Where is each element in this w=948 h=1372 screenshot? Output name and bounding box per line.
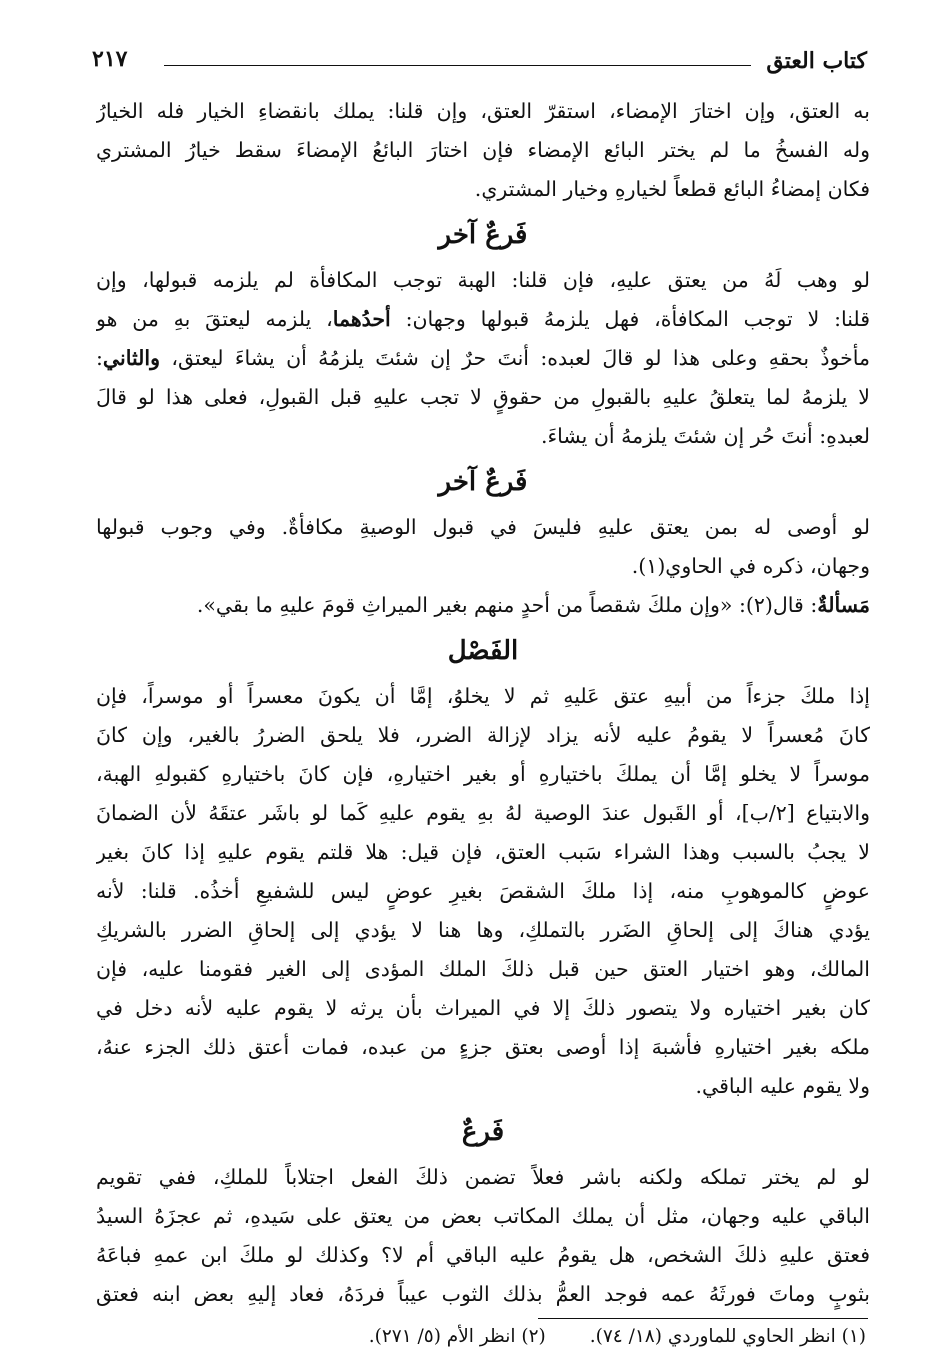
page-body xyxy=(96,92,870,1314)
section-heading: الفَصْل xyxy=(447,636,519,666)
footnote-2: (٢) انظر الأم (٥/ ٢٧١). xyxy=(368,1326,546,1347)
masala-text: : قال(٢): «وإن ملكَ شقصاً من أحدٍ منهم بغير الميراثِ قومَ عليهِ ما بقي». xyxy=(196,593,818,617)
section-heading: فَرعٌ xyxy=(461,1117,505,1147)
section-heading: فَرعٌ آخر xyxy=(438,467,528,497)
chapter-title: كتاب العتق xyxy=(766,48,867,74)
text-line: والابتياع [٢/ب]، أو القَبول عندَ الوصية لهُ بهِ يقوم عليهِ كَما لو باشَر عتقَهُ لأن الضمانَ xyxy=(96,801,870,825)
page-number: ٢١٧ xyxy=(92,46,128,72)
paragraph-4 xyxy=(96,677,870,1106)
text-line xyxy=(96,300,870,339)
text-line: كان بغير اختياره ولا يتصور ذلكَ إلا في الميراث بأن يرثه لا يقوم عليه لأنه دخل في xyxy=(96,996,870,1020)
text-line: لو وهب لَهُ من يعتق عليهِ، فإن قلنا: الهبة توجب المكافأة لم يلزمه قبولها، وإن xyxy=(96,268,870,292)
text-line: كانَ مُعسراً لا يقومُ عليه لأنه يزاد لإزالة الضرر، فلا يلحق الضررُ بالغير، وإن كانَ xyxy=(96,723,870,747)
text-line: به العتق، وإن اختارَ الإمضاء، استقرّ العتق، وإن قلنا: يملك بانقضاءِ الخيار فله الخيارُ xyxy=(96,99,870,123)
text-line: المالك، وهو اختيار العتق حين قبل ذلكَ الملك المؤدى إلى الغير فقومنا عليه، فإن xyxy=(96,957,870,981)
text-line xyxy=(96,339,870,378)
text-segment: قلنا: لا توجب المكافأة، فهل يلزمهُ قبولها وجهان: xyxy=(390,307,870,331)
footnote-rule xyxy=(538,1318,868,1319)
paragraph-5 xyxy=(96,1158,870,1314)
text-line: فكان إمضاءُ البائع قطعاً لخيارهِ وخيار المشتري. xyxy=(474,177,870,201)
text-line: الباقي عليه وجهان، مثل أن يملك المكاتب بعض من يعتق على سَيدهِ، ثم عجزَهُ السيدُ xyxy=(96,1204,870,1228)
text-line: إذا ملكَ جزءاً من أبيهِ عتق عَليهِ ثم لا يخلوُ، إمَّا أن يكونَ معسراً أو موسراً، فإن xyxy=(96,684,870,708)
text-line: لا يجبُ بالسبب وهذا الشراء سَبب العتق، فإن قيل: هلا قلتم يقوم عليهِ إذا كانَ بغير xyxy=(96,840,870,864)
text-line: فعتق عليهِ ذلكَ الشخص، هل يقومُ عليه الباقي أم لا؟ وكذلك لو ملكَ ابن عمهِ فباعَهُ xyxy=(96,1243,870,1267)
section-heading: فَرعٌ آخر xyxy=(438,220,528,250)
text-line: لو أوصى له بمن يعتق عليهِ فليسَ في قبول الوصيةِ مكافأةٌ. وفي وجوب قبولها xyxy=(96,515,870,539)
text-segment: مأخوذٌ بحقهِ وعلى هذا لو قالَ لعبده: أنتَ حرٌ إن شئتَ يلزمُهُ أن يشاءَ ليعتق، xyxy=(160,346,870,370)
text-line: لا يلزمهُ لما يتعلقُ عليهِ بالقبولِ من حقوقٍ لا تجب عليهِ قبل القبولِ، فعلى هذا لو قالَ xyxy=(96,385,870,409)
text-line: لعبدهِ: أنتَ حُر إن شئتَ يلزمهُ أن يشاءَ. xyxy=(540,424,870,448)
text-line: موسراً لا يخلو إمَّا أن يملكَ باختيارهِ أو بغير اختيارهِ، فإن كانَ باختيارهِ كقبولهِ الهبة، xyxy=(96,762,870,786)
text-line: وله الفسخُ ما لم يختر البائع الإمضاء فإن اختارَ البائعُ الإمضاءَ سقط خيارُ المشتري xyxy=(96,138,870,162)
text-line: عوضٍ كالموهوبِ منه، إذا ملكَ الشقصَ بغيرِ عوضٍ ليس للشفيعِ أخذُه. قلنا: لأنه xyxy=(96,879,870,903)
footnote-1: (١) انظر الحاوي للماوردي (١٨/ ٧٤). xyxy=(589,1326,866,1347)
header-rule xyxy=(164,65,751,66)
text-line: بثوبٍ وماتَ فورثَهُ عمه فوجد العمُّ بذلك الثوب عيباً فردَهُ، فعاد إليهِ بعض ابنه فعتق xyxy=(96,1282,870,1306)
text-line: وجهان، ذكره في الحاوي(١). xyxy=(631,554,870,578)
masala-label: مَسألةٌ xyxy=(817,593,870,617)
paragraph-3 xyxy=(96,508,870,625)
paragraph-2 xyxy=(96,261,870,456)
text-line: ملكه بغير اختيارهِ فأشبهَ إذا أوصى بعتق جزءٍ من عبده، فمات أعتق ذلك الجزء عنهُ، xyxy=(96,1035,870,1059)
text-segment: ، يلزمه ليعتقَ بهِ من هو xyxy=(96,307,333,331)
page-header xyxy=(92,44,867,84)
text-line: يؤدي هناكَ إلى إلحاقِ الضَرر بالتملكِ، وها هنا لا يؤدي إلى إلحاقِ الضرر بالشريكِ xyxy=(96,918,870,942)
footnotes xyxy=(166,1326,866,1347)
paragraph-1 xyxy=(96,92,870,209)
masala-line xyxy=(96,586,870,625)
text-line: لو لم يختر تملكه ولكنه باشر فعلاً تضمن ذلكَ الفعل اجتلاباً للملكِ، ففي تقويم xyxy=(96,1165,870,1189)
bold-term: والثاني xyxy=(102,346,160,370)
text-line: ولا يقوم عليه الباقي. xyxy=(695,1074,870,1098)
bold-term: أحدُهما xyxy=(332,307,391,331)
text-segment: : xyxy=(96,346,103,370)
